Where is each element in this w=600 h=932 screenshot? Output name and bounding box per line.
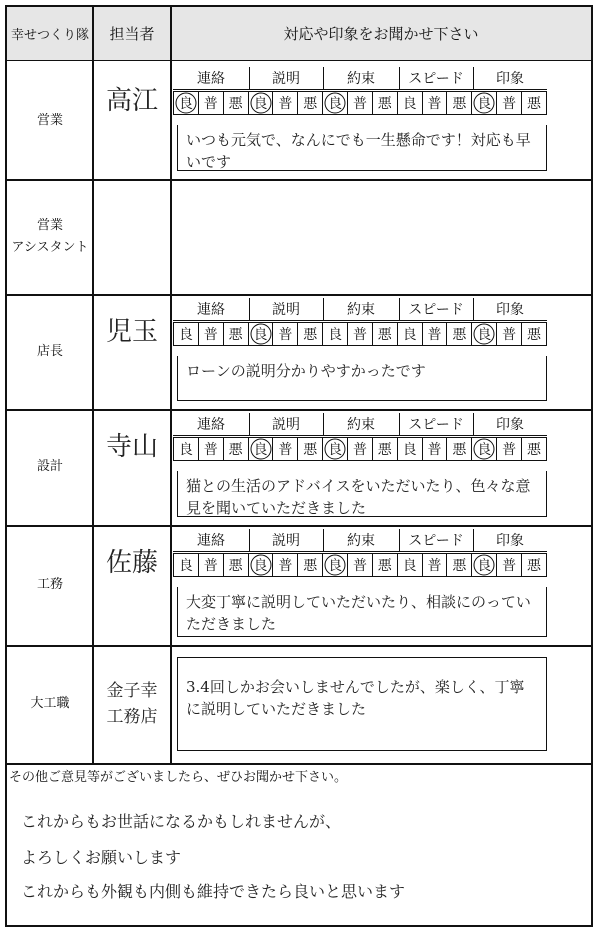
row-comment: 3.4回しかお会いしませんでしたが、楽しく、丁寧に説明していただきました (177, 657, 547, 751)
rating-option-cell[interactable]: 悪 (526, 327, 541, 343)
rating-cells (173, 437, 547, 461)
rating-option-cell[interactable]: 普 (497, 323, 522, 345)
rating-grid (173, 65, 547, 117)
rating-category-label: 連絡 (197, 417, 225, 433)
rating-option-cell[interactable]: 悪 (373, 438, 398, 460)
rating-option-cell[interactable]: 悪 (447, 554, 472, 576)
rating-category-label: 説明 (272, 417, 300, 433)
row-comment: 大変丁寧に説明していただいたり、相談にのっていただきました (177, 587, 547, 637)
category-divider (399, 298, 400, 320)
row-role: 設計 (36, 459, 63, 474)
rating-cells (173, 553, 547, 577)
rating-option-cell[interactable]: 普 (348, 323, 373, 345)
category-divider (323, 413, 324, 435)
rating-category-label: 約束 (347, 533, 375, 549)
rating-option-cell[interactable]: 悪 (447, 323, 472, 345)
category-divider (473, 413, 474, 435)
category-divider (323, 67, 324, 89)
rating-option-cell[interactable]: 良 (249, 438, 274, 460)
category-underline (173, 320, 547, 321)
row-role: 工務 (36, 577, 63, 592)
rating-option-cell[interactable]: 良 (174, 92, 199, 114)
rating-option-cell[interactable]: 悪 (224, 323, 249, 345)
rating-option-cell[interactable]: 良 (174, 554, 199, 576)
rating-option-cell[interactable]: 悪 (373, 323, 398, 345)
rating-option-cell[interactable]: 良 (323, 323, 348, 345)
rating-option-cell[interactable]: 悪 (298, 438, 323, 460)
rating-category-label: 説明 (272, 302, 300, 318)
rating-option-cell[interactable]: 普 (348, 92, 373, 114)
rating-category-label: 連絡 (197, 71, 225, 87)
rating-option-cell[interactable]: 普 (497, 554, 522, 576)
rating-option-cell[interactable]: 悪 (526, 96, 541, 112)
rating-option-cell[interactable]: 良 (174, 438, 199, 460)
row-person-name: 高江 (105, 86, 158, 116)
rating-option-cell[interactable]: 良 (472, 554, 497, 576)
row-role: 営業 (36, 113, 63, 128)
other-line-1: これからもお世話になるかもしれませんが、 (21, 812, 342, 831)
rating-option-cell[interactable]: 良 (249, 92, 274, 114)
row-comment: ローンの説明分かりやすかったです (177, 356, 547, 401)
rating-option-cell[interactable]: 悪 (526, 442, 541, 458)
row-person-name: 寺山 (105, 432, 158, 462)
header-person: 担当者 (93, 7, 171, 61)
rating-option-cell[interactable]: 悪 (447, 438, 472, 460)
row-role: 大工職 (30, 696, 70, 711)
category-divider (249, 298, 250, 320)
rating-option-cell[interactable]: 良 (249, 554, 274, 576)
category-divider (249, 413, 250, 435)
rating-option-cell[interactable]: 悪 (224, 438, 249, 460)
rating-option-cell[interactable]: 普 (423, 92, 448, 114)
rating-option-cell[interactable]: 悪 (298, 554, 323, 576)
category-underline (173, 435, 547, 436)
category-divider (473, 298, 474, 320)
feedback-form (5, 5, 593, 927)
rating-grid (173, 296, 547, 348)
rating-option-cell[interactable]: 良 (174, 323, 199, 345)
rating-option-cell[interactable]: 悪 (447, 92, 472, 114)
rating-option-cell[interactable]: 普 (497, 92, 522, 114)
row-comment: いつも元気で、なんにでも一生懸命です！対応も早いです (177, 125, 547, 171)
other-heading: その他ご意見等がございましたら、ぜひお聞かせ下さい。 (9, 770, 348, 785)
rating-option-cell[interactable]: 良 (472, 323, 497, 345)
rating-category-label: 連絡 (197, 533, 225, 549)
row-role: 店長 (36, 343, 63, 359)
category-divider (473, 529, 474, 551)
rating-option-cell[interactable]: 普 (423, 554, 448, 576)
row-comment: 猫との生活のアドバイスをいただいたり、色々な意見を聞いていただきました (177, 471, 547, 517)
rating-option-cell[interactable]: 普 (273, 92, 298, 114)
rating-option-cell[interactable]: 良 (249, 323, 274, 345)
rating-option-cell[interactable]: 普 (199, 554, 224, 576)
rating-category-label: 説明 (272, 71, 300, 87)
rating-option-cell[interactable]: 良 (398, 323, 423, 345)
category-divider (323, 529, 324, 551)
rating-category-label: 印象 (496, 71, 524, 87)
rating-option-cell[interactable]: 普 (348, 554, 373, 576)
rating-option-cell[interactable]: 普 (199, 438, 224, 460)
category-underline (173, 551, 547, 552)
other-line-2: よろしくお願いします (21, 848, 182, 867)
rating-option-cell[interactable]: 悪 (298, 323, 323, 345)
row-person-name: 金子幸 工務店 (106, 681, 158, 727)
row-role: 営業 アシスタント (11, 217, 89, 255)
rating-option-cell[interactable]: 普 (199, 92, 224, 114)
category-divider (323, 298, 324, 320)
category-divider (473, 67, 474, 89)
header-feedback: 対応や印象をお聞かせ下さい (171, 7, 591, 61)
rating-category-label: スピード (408, 302, 464, 318)
rating-option-cell[interactable]: 普 (423, 438, 448, 460)
rating-option-cell[interactable]: 普 (273, 438, 298, 460)
category-divider (399, 413, 400, 435)
rating-option-cell[interactable]: 良 (323, 92, 348, 114)
rating-option-cell[interactable]: 良 (398, 92, 423, 114)
rating-cells (173, 322, 547, 346)
rating-category-label: 約束 (347, 71, 375, 87)
rating-option-cell[interactable]: 普 (199, 323, 224, 345)
category-underline (173, 89, 547, 90)
rating-category-label: 連絡 (197, 302, 225, 318)
rating-option-cell[interactable]: 良 (398, 554, 423, 576)
rating-option-cell[interactable]: 悪 (224, 92, 249, 114)
rating-category-label: スピード (408, 71, 464, 87)
header-team: 幸せつくり隊 (7, 7, 93, 61)
category-divider (399, 67, 400, 89)
section-divider (7, 763, 591, 765)
category-divider (249, 67, 250, 89)
rating-option-cell[interactable]: 良 (472, 438, 497, 460)
rating-option-cell[interactable]: 普 (497, 438, 522, 460)
other-line-3: これからも外観も内側も維持できたら良いと思います (21, 882, 406, 901)
rating-category-label: 約束 (347, 302, 375, 318)
rating-grid (173, 411, 547, 463)
rating-category-label: 印象 (496, 533, 524, 549)
rating-option-cell[interactable]: 普 (348, 438, 373, 460)
rating-category-label: 約束 (347, 417, 375, 433)
column-divider (170, 7, 172, 763)
rating-option-cell[interactable]: 悪 (373, 92, 398, 114)
rating-option-cell[interactable]: 悪 (373, 554, 398, 576)
row-person-name: 佐藤 (105, 548, 158, 578)
category-divider (399, 529, 400, 551)
column-divider (92, 7, 94, 763)
row-person-name (93, 179, 171, 294)
rating-category-label: 説明 (272, 533, 300, 549)
rating-grid (173, 527, 547, 579)
rating-option-cell[interactable]: 悪 (298, 92, 323, 114)
rating-option-cell[interactable]: 悪 (224, 554, 249, 576)
rating-option-cell[interactable]: 良 (472, 92, 497, 114)
rating-cells (173, 91, 547, 115)
category-divider (249, 529, 250, 551)
rating-option-cell[interactable]: 良 (323, 438, 348, 460)
rating-option-cell[interactable]: 普 (423, 323, 448, 345)
rating-category-label: スピード (408, 417, 464, 433)
rating-option-cell[interactable]: 良 (323, 554, 348, 576)
rating-category-label: 印象 (496, 417, 524, 433)
rating-option-cell[interactable]: 普 (273, 554, 298, 576)
row-person-name: 児玉 (105, 317, 158, 347)
rating-option-cell[interactable]: 普 (273, 323, 298, 345)
rating-option-cell[interactable]: 良 (398, 438, 423, 460)
rating-category-label: 印象 (496, 302, 524, 318)
rating-category-label: スピード (408, 533, 464, 549)
rating-option-cell[interactable]: 悪 (526, 558, 541, 574)
